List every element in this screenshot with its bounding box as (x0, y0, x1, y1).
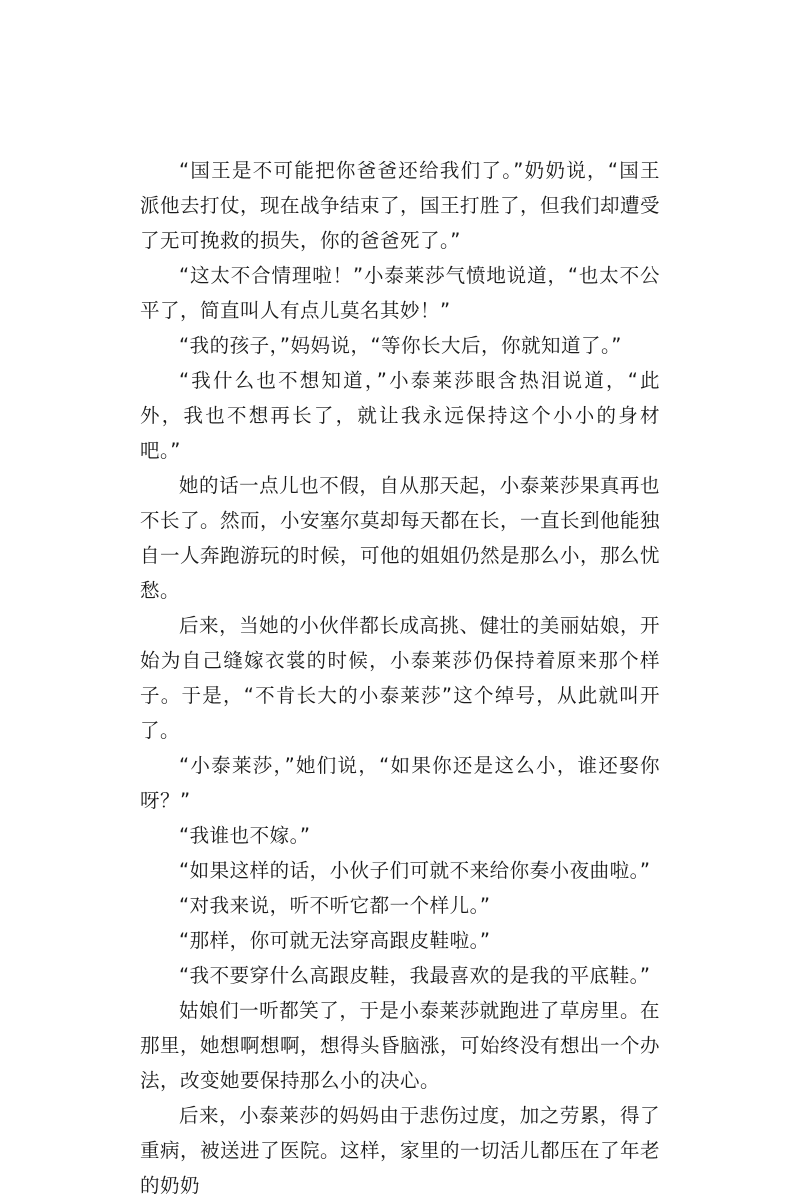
paragraph-11: “那样，你可就无法穿高跟皮鞋啦。” (179, 929, 491, 952)
story-text (140, 153, 660, 1203)
paragraph-7: “小泰莱莎，”她们说，“如果你还是这么小，谁还娶你呀？” (140, 754, 660, 812)
paragraph-6: 后来，当她的小伙伴都长成高挑、健壮的美丽姑娘，开始为自己缝嫁衣裳的时候，小泰莱莎仍保持着原来那个样子。于是，“不肯长大的小泰莱莎”这个绰号，从此就叫开了。 (140, 614, 660, 742)
paragraph-8: “我谁也不嫁。” (179, 824, 311, 847)
paragraph-4: “我什么也不想知道，”小泰莱莎眼含热泪说道，“此外，我也不想再长了，就让我永远保持这个小小的身材吧。” (140, 369, 660, 462)
paragraph-10: “对我来说，听不听它都一个样儿。” (179, 894, 491, 917)
paragraph-5: 她的话一点儿也不假，自从那天起，小泰莱莎果真再也不长了。然而，小安塞尔莫却每天都在长，一直长到他能独自一人奔跑游玩的时候，可他的姐姐仍然是那么小，那么忧愁。 (140, 474, 661, 602)
paragraph-14: 后来，小泰莱莎的妈妈由于悲伤过度，加之劳累，得了重病，被送进了医院。这样，家里的一切活儿都压在了年老的奶奶 (140, 1104, 661, 1197)
paragraph-13: 姑娘们一听都笑了，于是小泰莱莎就跑进了草房里。在那里，她想啊想啊，想得头昏脑涨，可始终没有想出一个办法，改变她要保持那么小的决心。 (140, 999, 661, 1092)
paragraph-2: “这太不合情理啦！”小泰莱莎气愤地说道，“也太不公平了，简直叫人有点儿莫名其妙！” (140, 264, 660, 322)
paragraph-12: “我不要穿什么高跟皮鞋，我最喜欢的是我的平底鞋。” (179, 964, 651, 987)
paragraph-1: “国王是不可能把你爸爸还给我们了。”奶奶说，“国王派他去打仗，现在战争结束了，国王打胜了，但我们却遭受了无可挽救的损失，你的爸爸死了。” (140, 159, 661, 252)
paragraph-3: “我的孩子，”妈妈说，“等你长大后，你就知道了。” (179, 334, 622, 357)
paragraph-9: “如果这样的话，小伙子们可就不来给你奏小夜曲啦。” (179, 859, 651, 882)
